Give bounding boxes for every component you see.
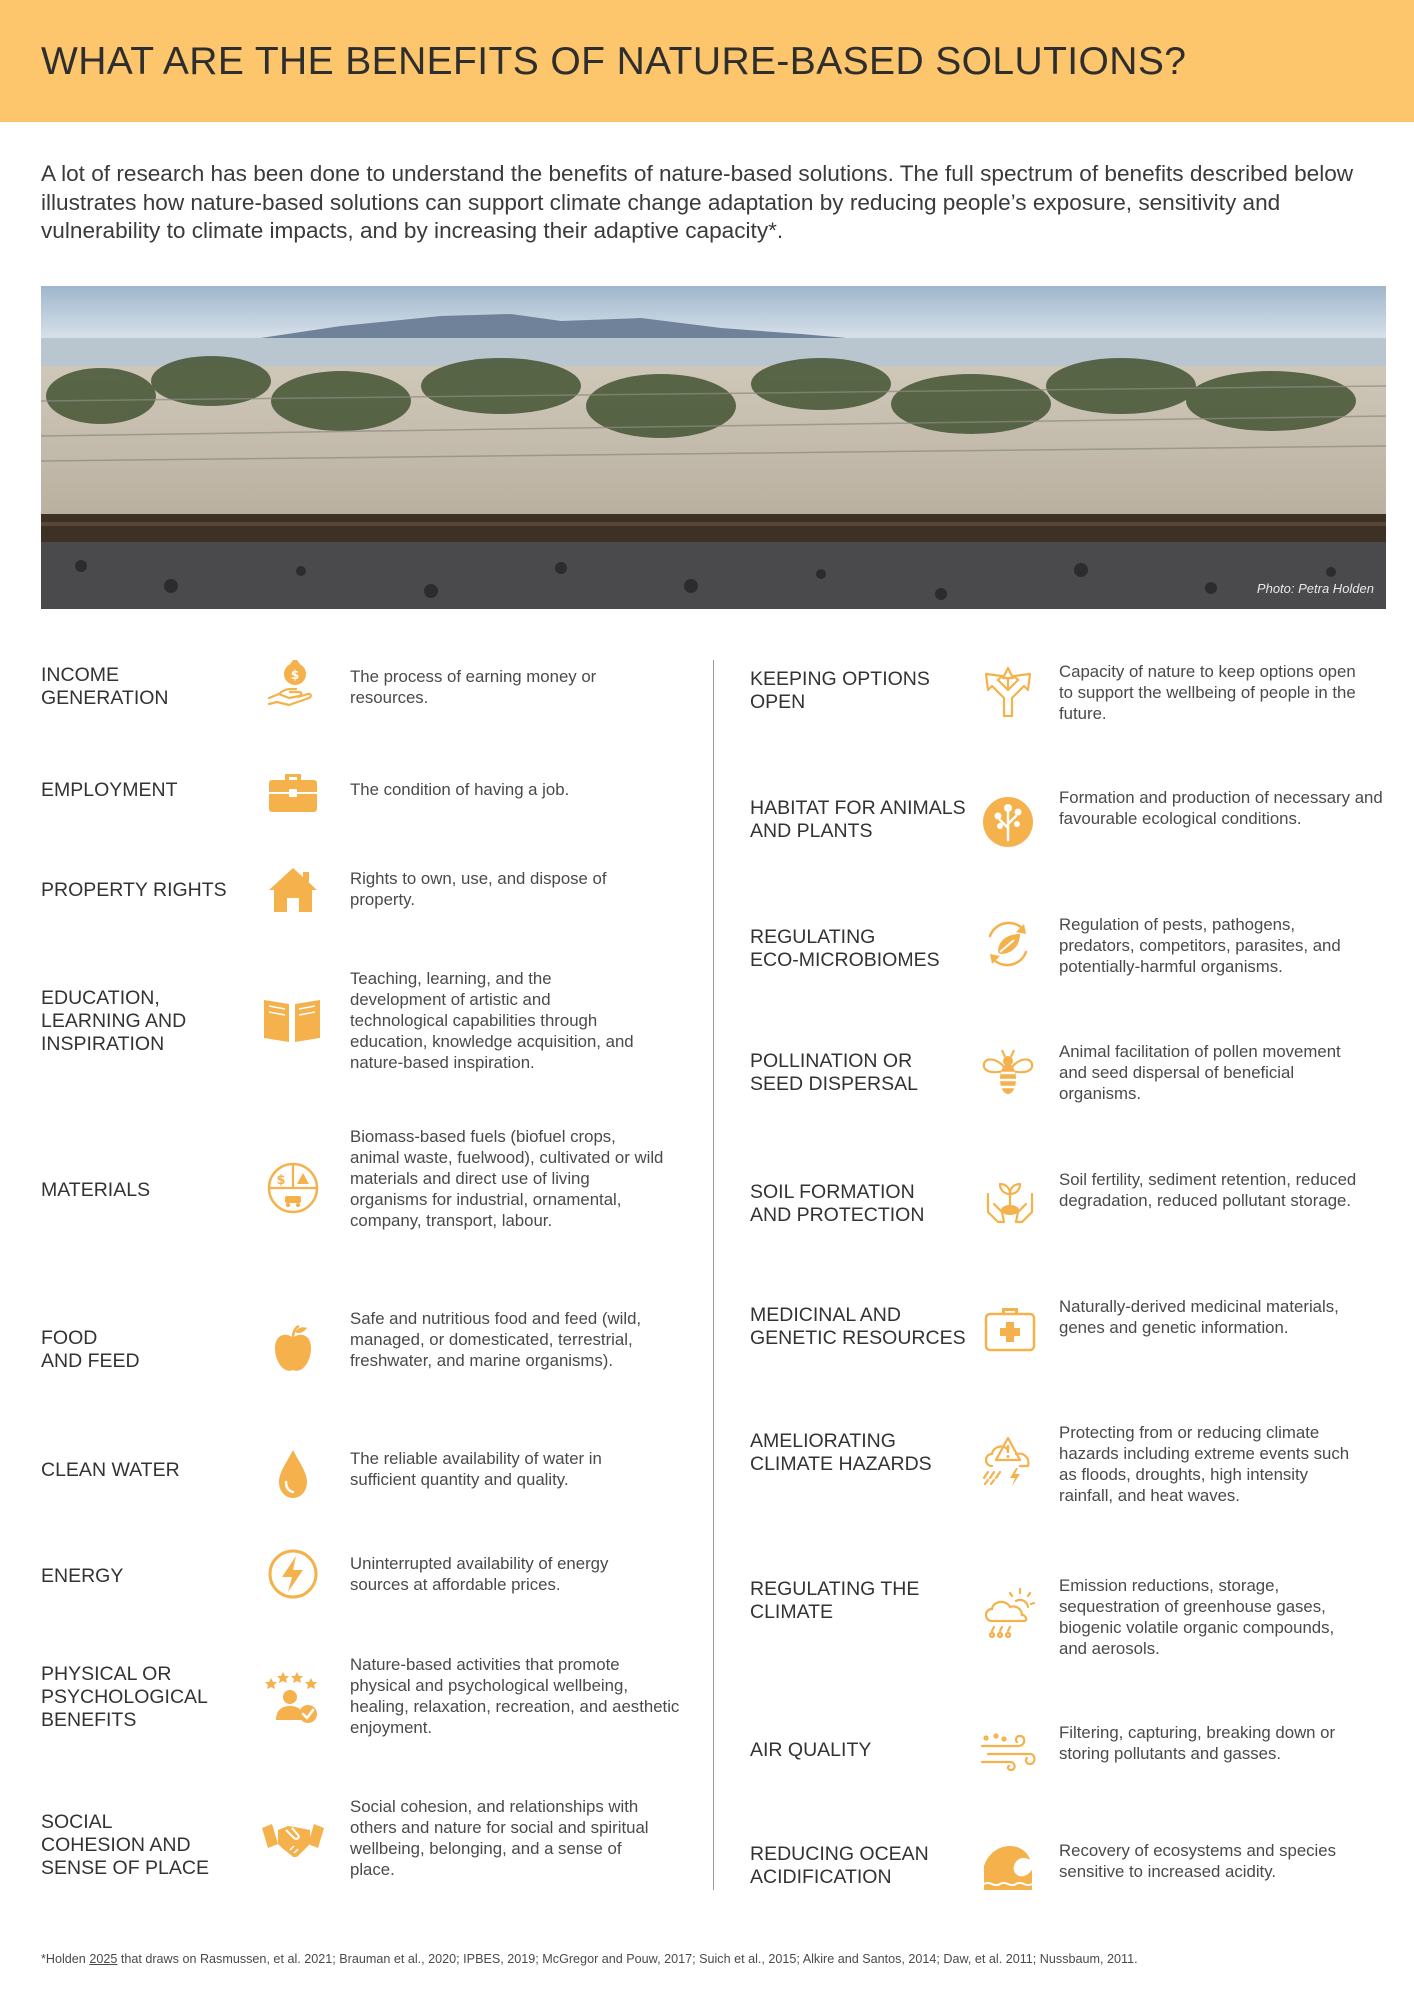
tree-circle-icon bbox=[980, 794, 1036, 850]
desc-food-and-feed: Safe and nutritious food and feed (wild, managed, or domesticated, terrestrial, freshwater, and marine organisms). bbox=[350, 1309, 642, 1370]
page-title: WHAT ARE THE BENEFITS OF NATURE-BASED SOLUTIONS? bbox=[41, 40, 1187, 83]
leaf-cycle-icon bbox=[980, 916, 1036, 972]
desc-regulating-climate: Emission reductions, storage, sequestration of greenhouse gases, biogenic volatile organic compounds, and aerosols. bbox=[1059, 1576, 1335, 1658]
desc-physical-psychological: Nature-based activities that promote physical and psychological wellbeing, healing, relaxation, recreation, and aesthetic enjoyment. bbox=[350, 1655, 680, 1737]
desc-climate-hazards: Protecting from or reducing climate hazards including extreme events such as floods, droughts, high intensity rainfall, and heat waves. bbox=[1059, 1423, 1350, 1505]
desc-income-generation: The process of earning money or resources. bbox=[350, 667, 597, 707]
wellbeing-person-icon bbox=[263, 1670, 323, 1726]
apple-icon bbox=[265, 1322, 321, 1378]
storm-warning-icon bbox=[980, 1432, 1036, 1488]
column-divider bbox=[713, 660, 714, 1890]
desc-energy: Uninterrupted availability of energy sources at affordable prices. bbox=[350, 1554, 609, 1594]
footnote bbox=[41, 1952, 1138, 1966]
photo-credit: Photo: Petra Holden bbox=[1256, 581, 1374, 596]
title-climate-hazards: AMELIORATING CLIMATE HAZARDS bbox=[750, 1430, 932, 1475]
footnote-prefix: *Holden bbox=[41, 1952, 90, 1966]
wind-icon bbox=[978, 1724, 1038, 1780]
header-banner bbox=[0, 0, 1414, 122]
desc-eco-microbiomes: Regulation of pests, pathogens, predators, competitors, parasites, and potentially-harmful organisms. bbox=[1059, 915, 1341, 976]
title-air-quality: AIR QUALITY bbox=[750, 1739, 872, 1761]
title-ocean-acidification: REDUCING OCEAN ACIDIFICATION bbox=[750, 1843, 929, 1888]
branching-arrows-icon bbox=[980, 664, 1036, 720]
title-property-rights: PROPERTY RIGHTS bbox=[41, 879, 227, 901]
desc-property-rights: Rights to own, use, and dispose of property. bbox=[350, 869, 607, 909]
svg-text:$: $ bbox=[290, 668, 300, 682]
title-soil-formation: SOIL FORMATION AND PROTECTION bbox=[750, 1181, 925, 1226]
title-social-cohesion: SOCIAL COHESION AND SENSE OF PLACE bbox=[41, 1811, 209, 1879]
book-icon bbox=[260, 992, 324, 1048]
desc-ocean-acidification: Recovery of ecosystems and species sensitive to increased acidity. bbox=[1059, 1841, 1337, 1881]
title-income-generation: INCOME GENERATION bbox=[41, 664, 169, 709]
materials-circle-icon bbox=[265, 1160, 321, 1216]
title-pollination: POLLINATION OR SEED DISPERSAL bbox=[750, 1050, 918, 1095]
hands-plant-icon bbox=[982, 1172, 1038, 1228]
sun-cloud-rain-icon bbox=[980, 1585, 1036, 1641]
desc-soil-formation: Soil fertility, sediment retention, reduced degradation, reduced pollutant storage. bbox=[1059, 1170, 1357, 1210]
title-regulating-climate: REGULATING THE CLIMATE bbox=[750, 1578, 920, 1623]
title-education: EDUCATION, LEARNING AND INSPIRATION bbox=[41, 987, 187, 1055]
title-energy: ENERGY bbox=[41, 1565, 124, 1587]
desc-habitat: Formation and production of necessary and favourable ecological conditions. bbox=[1059, 788, 1383, 828]
desc-air-quality: Filtering, capturing, breaking down or storing pollutants and gasses. bbox=[1059, 1723, 1336, 1763]
title-employment: EMPLOYMENT bbox=[41, 779, 178, 801]
lightning-icon bbox=[265, 1546, 321, 1602]
footnote-rest: that draws on Rasmussen, et al. 2021; Brauman et al., 2020; IPBES, 2019; McGregor and Pouw, 2017; Suich et al., 2015; Alkire and Santos, 2014; Daw, et al. 2011; Nussbaum, 2011. bbox=[117, 1952, 1138, 1966]
title-physical-psychological: PHYSICAL OR PSYCHOLOGICAL BENEFITS bbox=[41, 1663, 208, 1731]
title-eco-microbiomes: REGULATING ECO-MICROBIOMES bbox=[750, 926, 940, 971]
income-hand-icon bbox=[265, 658, 321, 714]
svg-text:$: $ bbox=[276, 1173, 286, 1188]
footnote-link[interactable]: 2025 bbox=[89, 1952, 118, 1966]
title-clean-water: CLEAN WATER bbox=[41, 1459, 180, 1481]
handshake-icon bbox=[260, 1818, 326, 1868]
desc-clean-water: The reliable availability of water in sufficient quantity and quality. bbox=[350, 1449, 602, 1489]
dune-photo bbox=[41, 286, 1386, 609]
desc-education: Teaching, learning, and the development of artistic and technological capabilities through education, knowledge acquisition, and nature-based inspiration. bbox=[350, 969, 634, 1072]
desc-materials: Biomass-based fuels (biofuel crops, animal waste, fuelwood), cultivated or wild materials and direct use of living organisms for industrial, ornamental, company, transport, labour. bbox=[350, 1127, 664, 1230]
title-keeping-options-open: KEEPING OPTIONS OPEN bbox=[750, 668, 930, 713]
title-food-and-feed: FOOD AND FEED bbox=[41, 1327, 140, 1372]
title-medicinal: MEDICINAL AND GENETIC RESOURCES bbox=[750, 1304, 966, 1349]
title-materials: MATERIALS bbox=[41, 1179, 151, 1201]
briefcase-icon bbox=[265, 762, 321, 818]
house-icon bbox=[265, 862, 321, 918]
desc-employment: The condition of having a job. bbox=[350, 780, 570, 799]
desc-pollination: Animal facilitation of pollen movement and seed dispersal of beneficial organisms. bbox=[1059, 1042, 1341, 1103]
intro-paragraph: A lot of research has been done to understand the benefits of nature-based solutions. The full spectrum of benefits described below illustrates how nature-based solutions can support climate change adaptation by reducing people’s exposure, sensitivity and vulnerability to climate impacts, and by increasing their adaptive capacity*. bbox=[41, 161, 1354, 243]
bee-icon bbox=[978, 1045, 1038, 1101]
medical-kit-icon bbox=[982, 1300, 1038, 1356]
desc-medicinal: Naturally-derived medicinal materials, genes and genetic information. bbox=[1059, 1297, 1339, 1337]
wave-icon bbox=[980, 1838, 1036, 1894]
title-habitat: HABITAT FOR ANIMALS AND PLANTS bbox=[750, 797, 966, 842]
water-drop-icon bbox=[265, 1446, 321, 1502]
desc-keeping-options-open: Capacity of nature to keep options open to support the wellbeing of people in the future. bbox=[1059, 662, 1356, 723]
desc-social-cohesion: Social cohesion, and relationships with others and nature for social and spiritual wellbeing, belonging, and a sense of place. bbox=[350, 1797, 649, 1879]
